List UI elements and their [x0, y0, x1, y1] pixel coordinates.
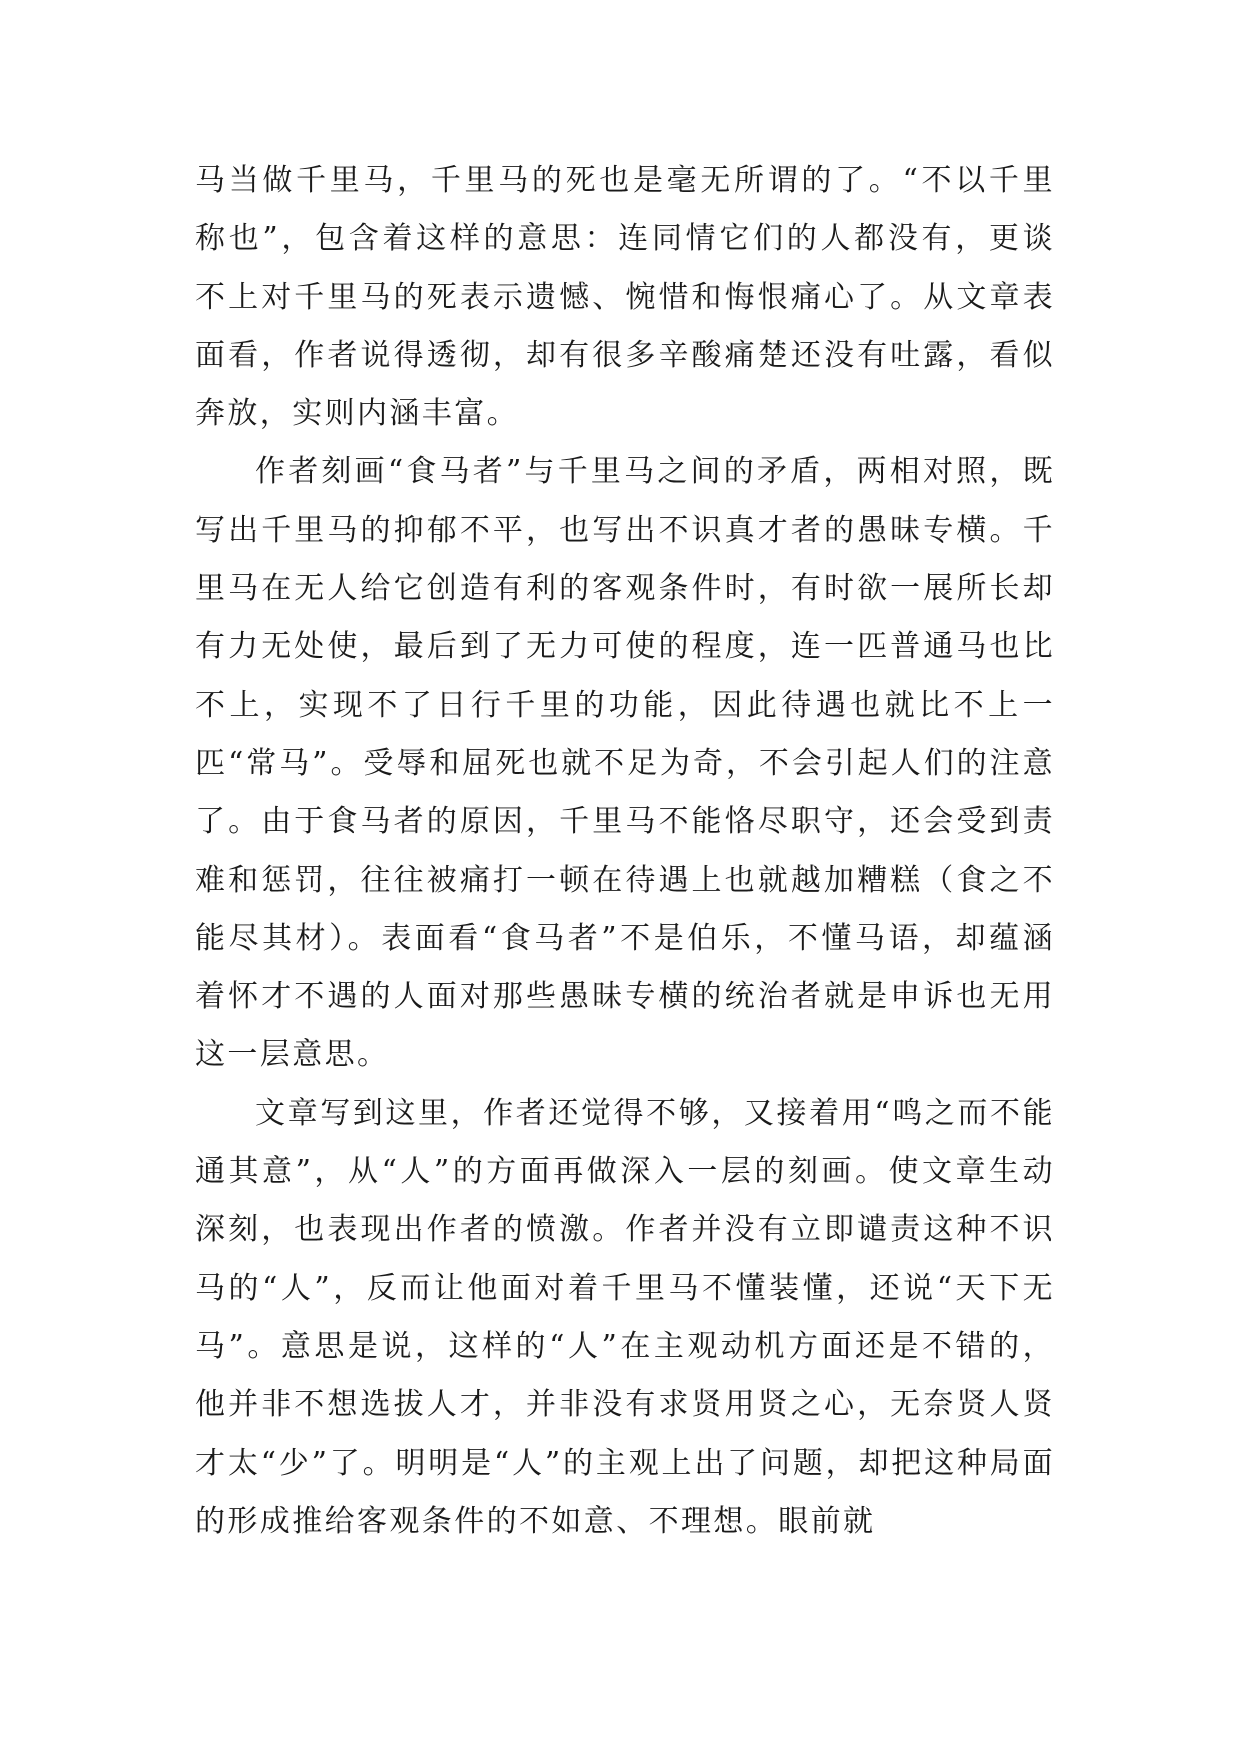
- body-text: [195, 152, 1055, 1551]
- paragraph: 马当做千里马，千里马的死也是毫无所谓的了。“不以千里称也”，包含着这样的意思：连同情它们的人都没有，更谈不上对千里马的死表示遗憾、惋惜和悔恨痛心了。从文章表面看，作者说得透彻，却有很多辛酸痛楚还没有吐露，看似奔放，实则内涵丰富。: [195, 163, 1055, 432]
- paragraph: 文章写到这里，作者还觉得不够，又接着用“鸣之而不能通其意”，从“人”的方面再做深入一层的刻画。使文章生动深刻，也表现出作者的愤激。作者并没有立即谴责这种不识马的“人”，反而让他面对着千里马不懂装懂，还说“天下无马”。意思是说，这样的“人”在主观动机方面还是不错的，他并非不想选拔人才，并非没有求贤用贤之心，无奈贤人贤才太“少”了。明明是“人”的主观上出了问题，却把这种局面的形成推给客观条件的不如意、不理想。眼前就: [195, 1095, 1055, 1539]
- paragraph: 作者刻画“食马者”与千里马之间的矛盾，两相对照，既写出千里马的抑郁不平，也写出不识真才者的愚昧专横。千里马在无人给它创造有利的客观条件时，有时欲一展所长却有力无处使，最后到了无力可使的程度，连一匹普通马也比不上，实现不了日行千里的功能，因此待遇也就比不上一匹“常马”。受辱和屈死也就不足为奇，不会引起人们的注意了。由于食马者的原因，千里马不能恪尽职守，还会受到责难和惩罚，往往被痛打一顿在待遇上也就越加糟糕（食之不能尽其材）。表面看“食马者”不是伯乐，不懂马语，却蕴涵着怀才不遇的人面对那些愚昧专横的统治者就是申诉也无用这一层意思。: [195, 454, 1055, 1073]
